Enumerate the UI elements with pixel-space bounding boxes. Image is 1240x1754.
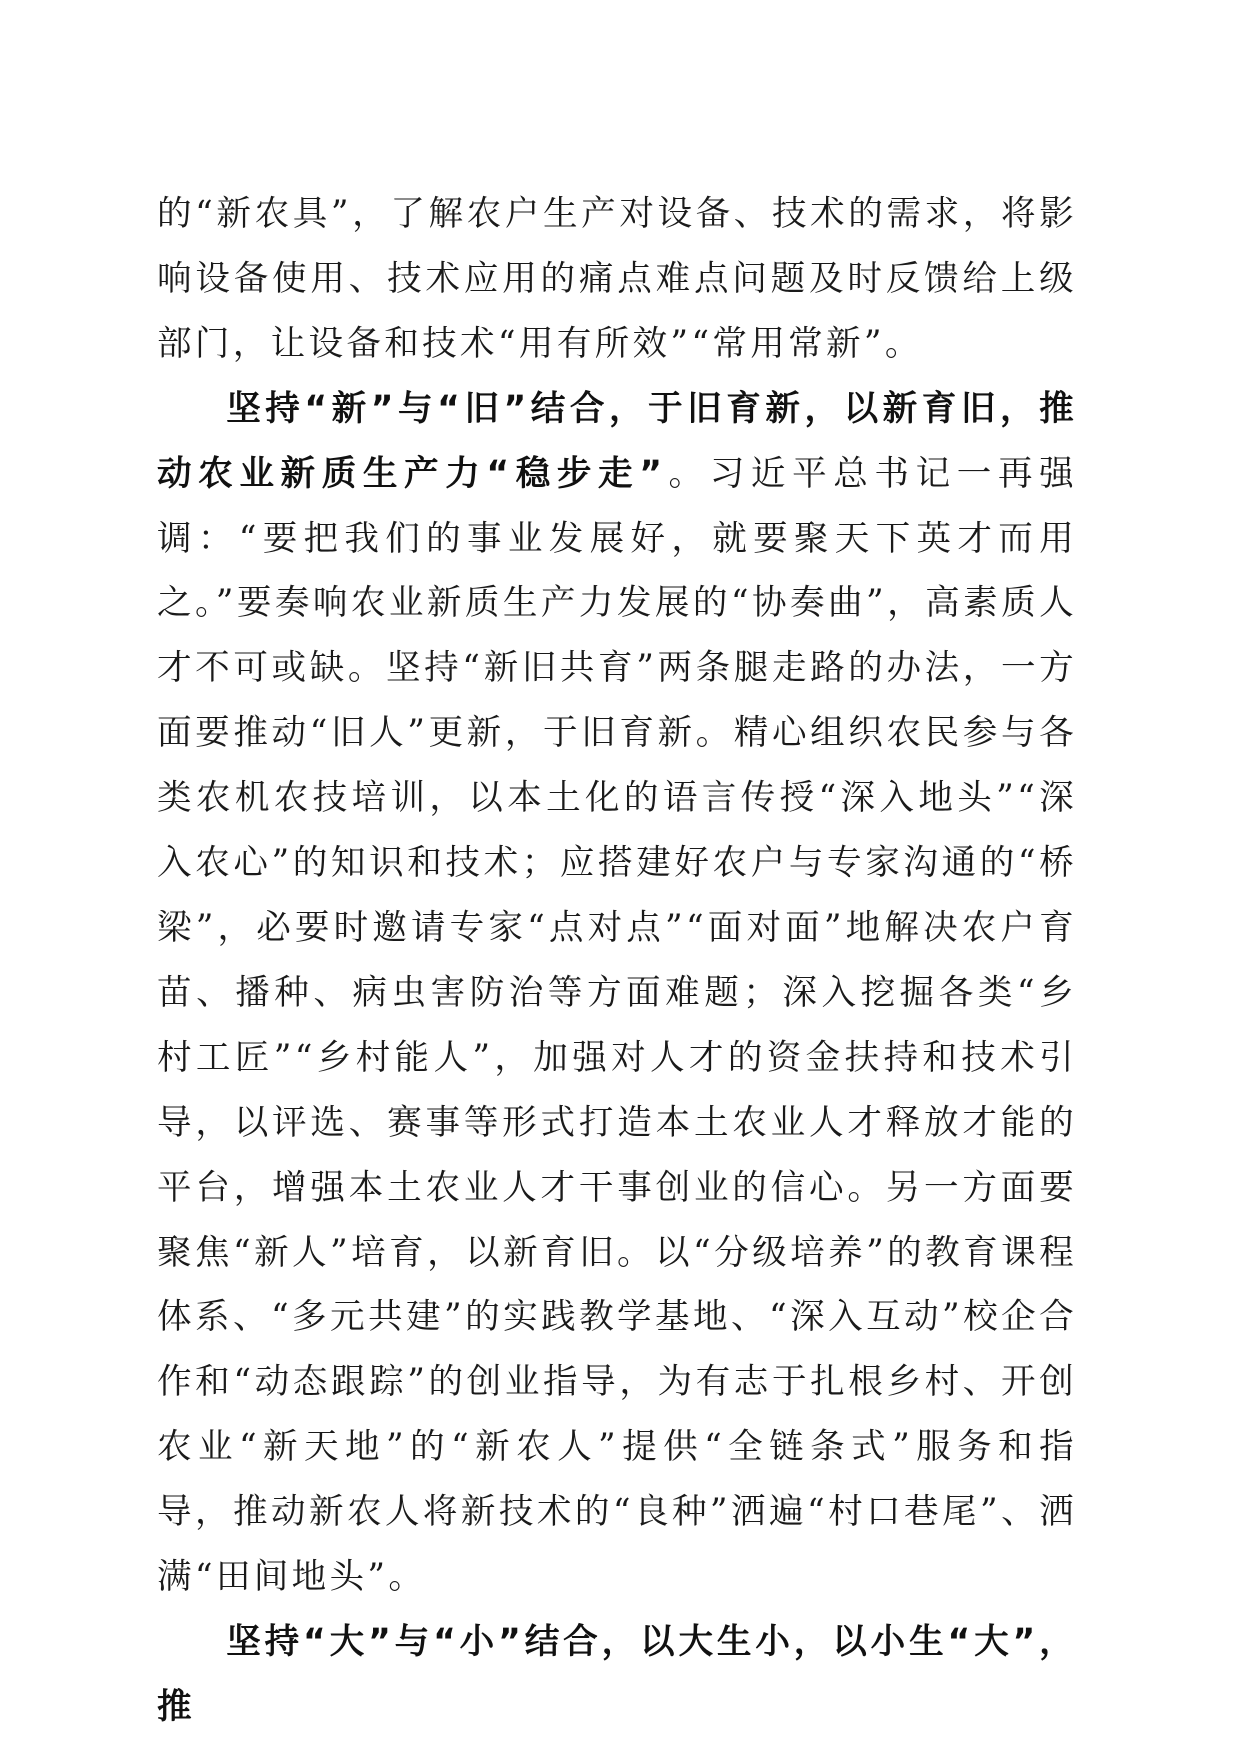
paragraph-text: 的“新农具”，了解农户生产对设备、技术的需求，将影响设备使用、技术应用的痛点难点问题及时反馈给上级部门，让设备和技术“用有所效”“常用常新”。 <box>157 194 1077 364</box>
paragraph-text: 。习近平总书记一再强调：“要把我们的事业发展好，就要聚天下英才而用之。”要奏响农业新质生产力发展的“协奏曲”，高素质人才不可或缺。坚持“新旧共育”两条腿走路的办法，一方面要推动“旧人”更新，于旧育新。精心组织农民参与各类农机农技培训，以本土化的语言传授“深入地头”“深入农心”的知识和技术；应搭建好农户与专家沟通的“桥梁”，必要时邀请专家“点对点”“面对面”地解决农户育苗、播种、病虫害防治等方面难题；深入挖掘各类“乡村工匠”“乡村能人”，加强对人才的资金扶持和技术引导，以评选、赛事等形式打造本土农业人才释放才能的平台，增强本土农业人才干事创业的信心。另一方面要聚焦“新人”培育，以新育旧。以“分级培养”的教育课程体系、“多元共建”的实践教学基地、“深入互动”校企合作和“动态跟踪”的创业指导，为有志于扎根乡村、开创农业“新天地”的“新农人”提供“全链条式”服务和指导，推动新农人将新技术的“良种”洒遍“村口巷尾”、洒满“田间地头”。 <box>157 453 1078 1598</box>
paragraph-new-old <box>157 377 1077 1610</box>
paragraph-heading: 坚持“新”与“旧”结合，于旧育新，以新育旧，推动农业新质生产力“稳步走” <box>157 388 1077 494</box>
body-text <box>157 182 1077 1740</box>
paragraph-big-small <box>157 1610 1077 1740</box>
paragraph-heading: 坚持“大”与“小”结合，以大生小，以小生“大”，推 <box>157 1621 1077 1727</box>
paragraph-continuation <box>157 182 1077 377</box>
